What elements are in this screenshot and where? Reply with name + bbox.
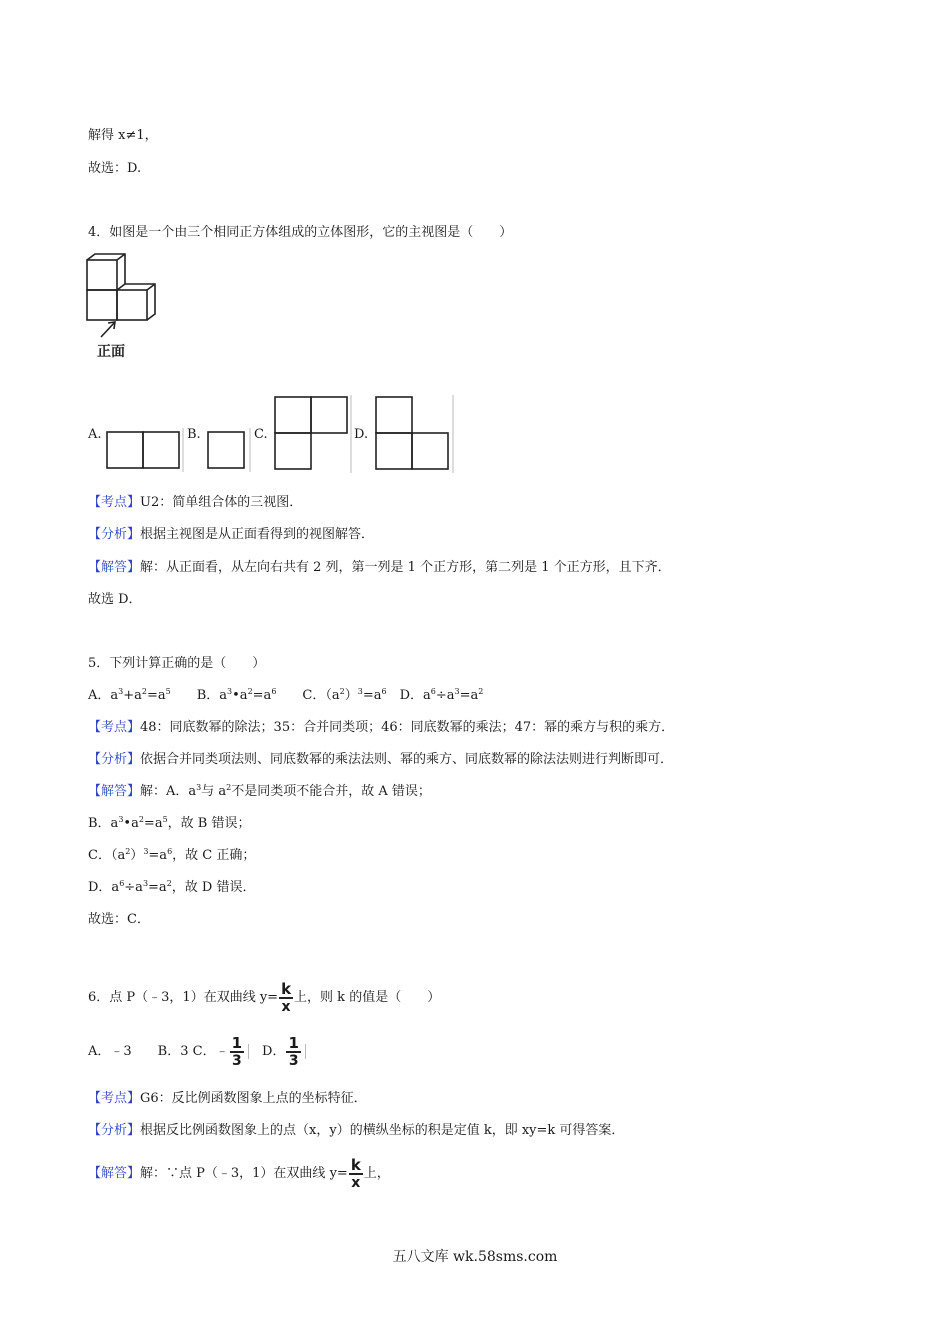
q4-option-b-label: B. <box>187 427 201 442</box>
q5-fenxi-text: 依据合并同类项法则、同底数幂的乘法法则、幂的乘方、同底数幂的除法法则进行判断即可． <box>140 752 674 767</box>
q6-stem-b: 上，则 k 的值是（ ） <box>294 990 441 1005</box>
q5-jieda-tag: 【解答】 <box>88 784 141 799</box>
page-footer: 五八文库 wk.58sms.com <box>392 1249 558 1265</box>
q6-fenxi-tag: 【分析】 <box>88 1123 141 1138</box>
q4-option-d-label: D. <box>354 427 369 442</box>
q3-answer: 故选：D. <box>88 161 142 176</box>
q6-jieda-b: 上， <box>363 1166 390 1181</box>
q6-kaodian-tag: 【考点】 <box>88 1091 141 1106</box>
q6-jieda-frac-den: x <box>351 1174 361 1191</box>
q6-jieda-fraction <box>349 1157 363 1191</box>
q4-stem: 4．如图是一个由三个相同正方体组成的立体图形，它的主视图是（ ） <box>88 225 513 240</box>
q4-solid-figure <box>85 252 160 362</box>
q6-option-c-fraction <box>230 1035 244 1069</box>
q6-option-d-fraction <box>286 1035 300 1069</box>
q6-options <box>88 1032 306 1072</box>
q5-kaodian-text: 48：同底数幂的除法；35：合并同类项；46：同底数幂的乘法；47：幂的乘方与积的乘方． <box>140 720 675 735</box>
q6-fenxi <box>88 1122 624 1140</box>
q5-step-c: C．$(a^2)^3=a^6$，故 C 正确； <box>88 847 256 863</box>
q5-kaodian <box>88 719 674 737</box>
q4-option-a-label: A. <box>88 427 102 442</box>
q6-stem <box>88 978 440 1018</box>
q6-options-ab: A．﹣3 B．3 C． <box>88 1044 216 1059</box>
q6-option-c-den: 3 <box>231 1052 242 1069</box>
q6-option-c-value <box>215 1033 249 1069</box>
q4-option-b-figure <box>205 428 251 472</box>
q4-kaodian <box>88 494 302 512</box>
q6-stem-fraction <box>279 981 293 1015</box>
q5-fenxi-tag: 【分析】 <box>88 752 141 767</box>
q4-fenxi-tag: 【分析】 <box>88 527 141 542</box>
q4-jieda-text: 解：从正面看，从左向右共有 2 列，第一列是 1 个正方形，第二列是 1 个正方形，且下齐． <box>140 560 671 575</box>
q4-option-d-figure <box>373 395 455 475</box>
q5-fenxi <box>88 751 673 769</box>
q4-kaodian-tag: 【考点】 <box>88 495 141 510</box>
q5-jieda: 【解答】解：A．$a^3$与 $a^2$不是同类项不能合并，故 A 错误； <box>88 783 431 799</box>
q4-kaodian-text: U2：简单组合体的三视图． <box>140 495 303 510</box>
q4-jieda <box>88 559 671 577</box>
q6-jieda-tag: 【解答】 <box>88 1166 141 1181</box>
q6-option-d-den: 3 <box>288 1052 299 1069</box>
q5-step-b: B．$a^3•a^2=a^5$，故 B 错误； <box>88 815 251 831</box>
q4-fenxi <box>88 526 374 544</box>
q6-option-d-label: D． <box>262 1044 286 1059</box>
q6-jieda-frac-num: k <box>350 1155 361 1174</box>
q6-stem-a: 6．点 P（﹣3，1）在双曲线 y= <box>88 990 279 1005</box>
q6-jieda <box>88 1154 390 1194</box>
q5-step-d: D．$a^6\div a^3=a^2$，故 D 错误． <box>88 879 256 895</box>
q6-option-c-num: 1 <box>231 1033 243 1052</box>
q4-option-c-label: C. <box>254 427 268 442</box>
q4-fenxi-text: 根据主视图是从正面看得到的视图解答． <box>140 527 375 542</box>
q4-jieda-tag: 【解答】 <box>88 560 141 575</box>
q4-figure-label: 正面 <box>97 344 125 360</box>
q5-kaodian-tag: 【考点】 <box>88 720 141 735</box>
q6-jieda-a: 解：∵点 P（﹣3，1）在双曲线 y= <box>140 1166 348 1181</box>
q6-frac-den: x <box>281 998 291 1015</box>
q6-kaodian <box>88 1090 367 1108</box>
q4-option-c-figure <box>272 395 354 475</box>
q4-answer: 故选 D． <box>88 592 142 607</box>
q5-stem: 5．下列计算正确的是（ ） <box>88 656 266 671</box>
q6-kaodian-text: G6：反比例函数图象上点的坐标特征． <box>140 1091 367 1106</box>
q6-frac-num: k <box>281 979 292 998</box>
q5-options: A．$a^3+a^2=a^5$ B．$a^3•a^2=a^6$ C．$(a^2)^3=a^6$ D．$a^6\div a^3=a^2$ <box>88 687 484 703</box>
q6-option-c-sign: ﹣ <box>215 1044 229 1059</box>
q6-option-d-num: 1 <box>288 1033 299 1052</box>
q3-solve: 解得 x≠1， <box>88 128 158 143</box>
q6-fenxi-text: 根据反比例函数图象上的点（x，y）的横纵坐标的积是定值 k，即 xy=k 可得答案． <box>140 1123 625 1138</box>
q6-option-d-value <box>285 1033 305 1069</box>
q5-answer: 故选：C． <box>88 912 150 927</box>
q4-option-a-figure <box>104 428 184 472</box>
